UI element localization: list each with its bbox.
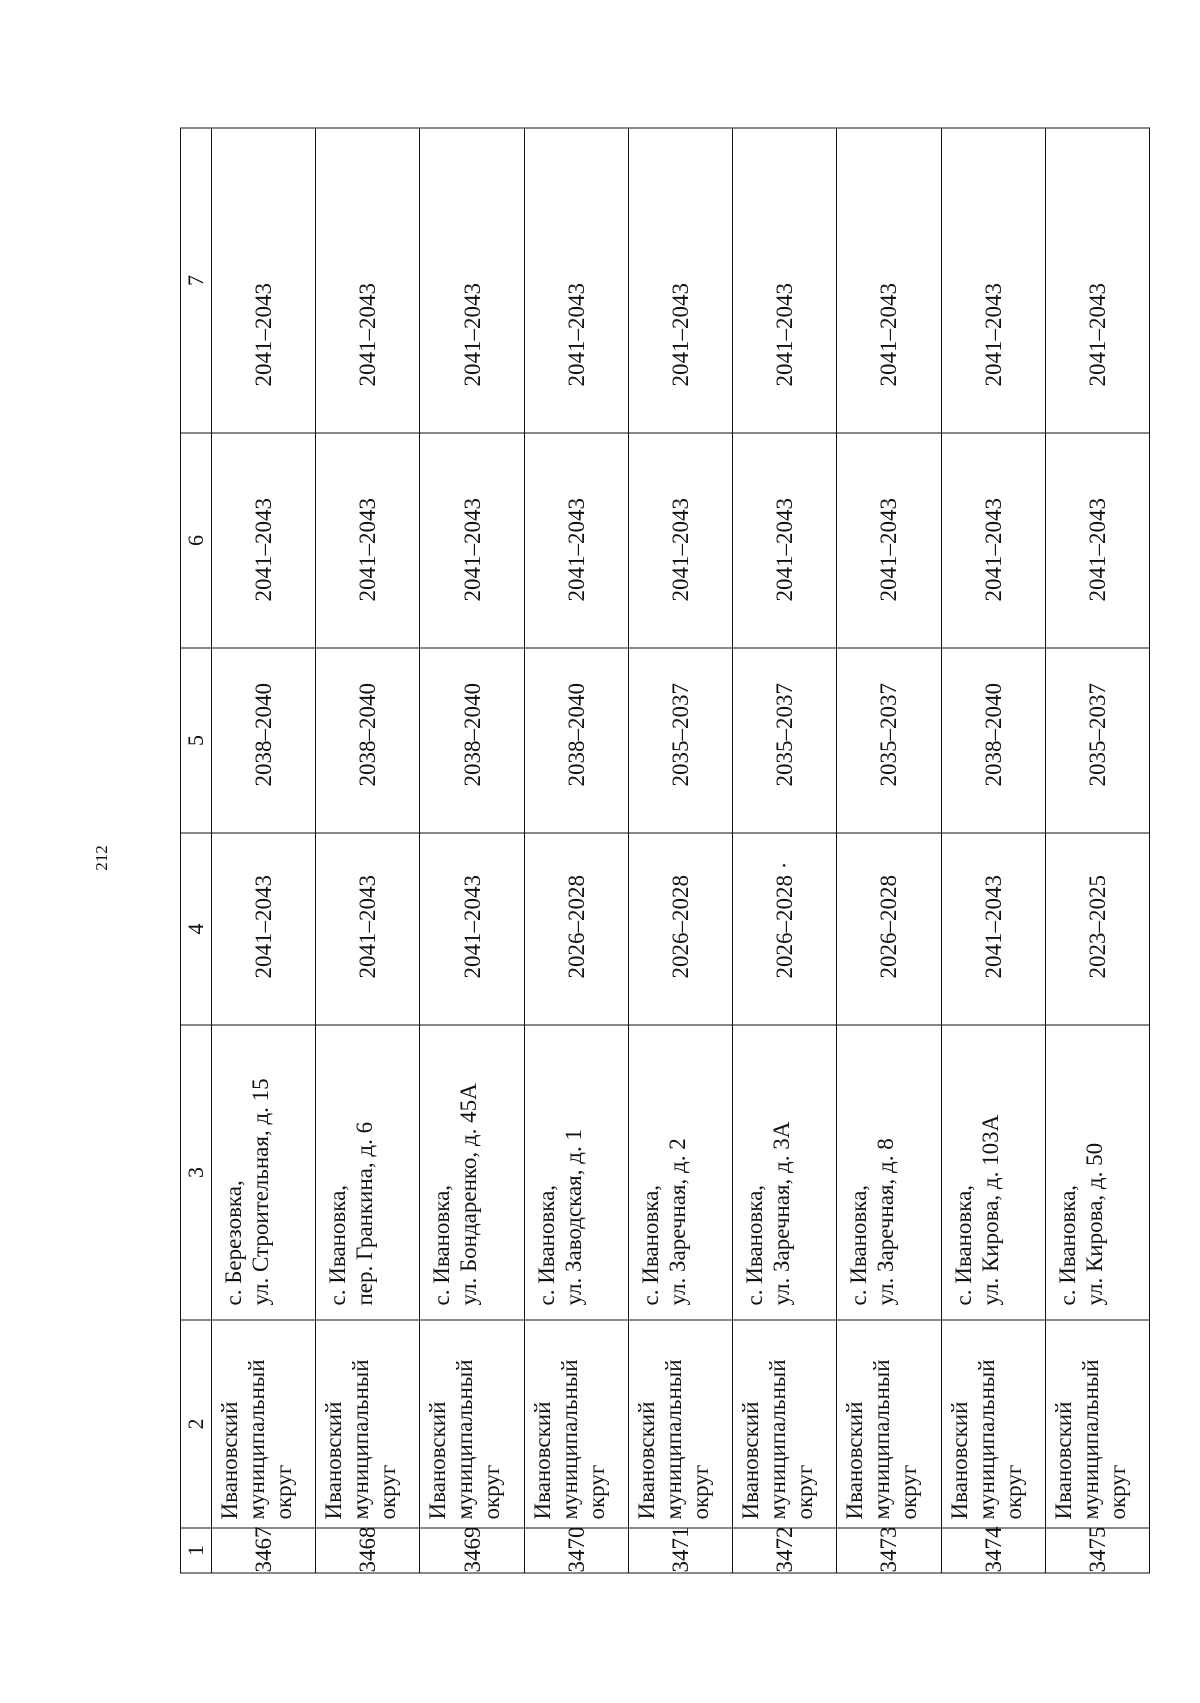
data-table (180, 127, 1150, 1573)
period-col-4: 2041–2043 (212, 833, 316, 1025)
header-col-5: 5 (181, 648, 212, 833)
period-col-4: 2026–2028 (837, 833, 941, 1025)
header-row (181, 128, 212, 1573)
period-col-6: 2041–2043 (941, 433, 1045, 648)
header-col-6: 6 (181, 433, 212, 648)
period-col-4: 2026–2028 · (733, 833, 837, 1025)
period-col-6: 2041–2043 (524, 433, 628, 648)
row-number: 3469 (420, 1528, 524, 1573)
period-col-6: 2041–2043 (420, 433, 524, 648)
district-cell: Ивановский муниципальный округ (941, 1320, 1045, 1528)
period-col-5: 2038–2040 (316, 648, 420, 833)
period-col-5: 2038–2040 (524, 648, 628, 833)
period-col-7: 2041–2043 (1045, 128, 1149, 433)
header-col-7: 7 (181, 128, 212, 433)
period-col-4: 2041–2043 (420, 833, 524, 1025)
table-row (941, 128, 1045, 1573)
period-col-7: 2041–2043 (212, 128, 316, 433)
period-col-5: 2038–2040 (420, 648, 524, 833)
period-col-4: 2041–2043 (941, 833, 1045, 1025)
period-col-7: 2041–2043 (837, 128, 941, 433)
table-row (420, 128, 524, 1573)
period-col-4: 2023–2025 (1045, 833, 1149, 1025)
period-col-7: 2041–2043 (524, 128, 628, 433)
period-col-4: 2026–2028 (524, 833, 628, 1025)
row-number: 3473 (837, 1528, 941, 1573)
district-cell: Ивановский муниципальный округ (212, 1320, 316, 1528)
period-col-7: 2041–2043 (733, 128, 837, 433)
row-number: 3467 (212, 1528, 316, 1573)
table-row (524, 128, 628, 1573)
period-col-5: 2035–2037 (837, 648, 941, 833)
table-row (316, 128, 420, 1573)
row-number: 3474 (941, 1528, 1045, 1573)
table-row (1045, 128, 1149, 1573)
address-cell: с. Ивановка, ул. Заводская, д. 1 (524, 1025, 628, 1320)
page-number: 212 (92, 845, 111, 871)
table-row (733, 128, 837, 1573)
period-col-5: 2035–2037 (1045, 648, 1149, 833)
address-cell: с. Ивановка, ул. Заречная, д. 8 (837, 1025, 941, 1320)
district-cell: Ивановский муниципальный округ (316, 1320, 420, 1528)
district-cell: Ивановский муниципальный округ (524, 1320, 628, 1528)
district-cell: Ивановский муниципальный округ (420, 1320, 524, 1528)
header-col-3: 3 (181, 1025, 212, 1320)
address-cell: с. Ивановка, ул. Заречная, д. 3А (733, 1025, 837, 1320)
period-col-6: 2041–2043 (212, 433, 316, 648)
period-col-4: 2041–2043 (316, 833, 420, 1025)
period-col-5: 2035–2037 (733, 648, 837, 833)
table-row (628, 128, 732, 1573)
period-col-5: 2038–2040 (941, 648, 1045, 833)
district-cell: Ивановский муниципальный округ (837, 1320, 941, 1528)
period-col-7: 2041–2043 (316, 128, 420, 433)
district-cell: Ивановский муниципальный округ (1045, 1320, 1149, 1528)
header-col-1: 1 (181, 1528, 212, 1573)
row-number: 3471 (628, 1528, 732, 1573)
address-cell: с. Березовка, ул. Строительная, д. 15 (212, 1025, 316, 1320)
address-cell: с. Ивановка, ул. Кирова, д. 103А (941, 1025, 1045, 1320)
period-col-5: 2038–2040 (212, 648, 316, 833)
address-cell: с. Ивановка, ул. Заречная, д. 2 (628, 1025, 732, 1320)
header-col-2: 2 (181, 1320, 212, 1528)
district-cell: Ивановский муниципальный округ (628, 1320, 732, 1528)
period-col-4: 2026–2028 (628, 833, 732, 1025)
row-number: 3475 (1045, 1528, 1149, 1573)
period-col-5: 2035–2037 (628, 648, 732, 833)
district-cell: Ивановский муниципальный округ (733, 1320, 837, 1528)
row-number: 3468 (316, 1528, 420, 1573)
table-row (837, 128, 941, 1573)
row-number: 3470 (524, 1528, 628, 1573)
table-row (212, 128, 316, 1573)
period-col-6: 2041–2043 (316, 433, 420, 648)
header-col-4: 4 (181, 833, 212, 1025)
table-container (180, 128, 1150, 1573)
period-col-7: 2041–2043 (628, 128, 732, 433)
period-col-6: 2041–2043 (733, 433, 837, 648)
period-col-7: 2041–2043 (420, 128, 524, 433)
row-number: 3472 (733, 1528, 837, 1573)
address-cell: с. Ивановка, ул. Кирова, д. 50 (1045, 1025, 1149, 1320)
period-col-7: 2041–2043 (941, 128, 1045, 433)
period-col-6: 2041–2043 (628, 433, 732, 648)
address-cell: с. Ивановка, пер. Гранкина, д. 6 (316, 1025, 420, 1320)
period-col-6: 2041–2043 (1045, 433, 1149, 648)
address-cell: с. Ивановка, ул. Бондаренко, д. 45А (420, 1025, 524, 1320)
period-col-6: 2041–2043 (837, 433, 941, 648)
